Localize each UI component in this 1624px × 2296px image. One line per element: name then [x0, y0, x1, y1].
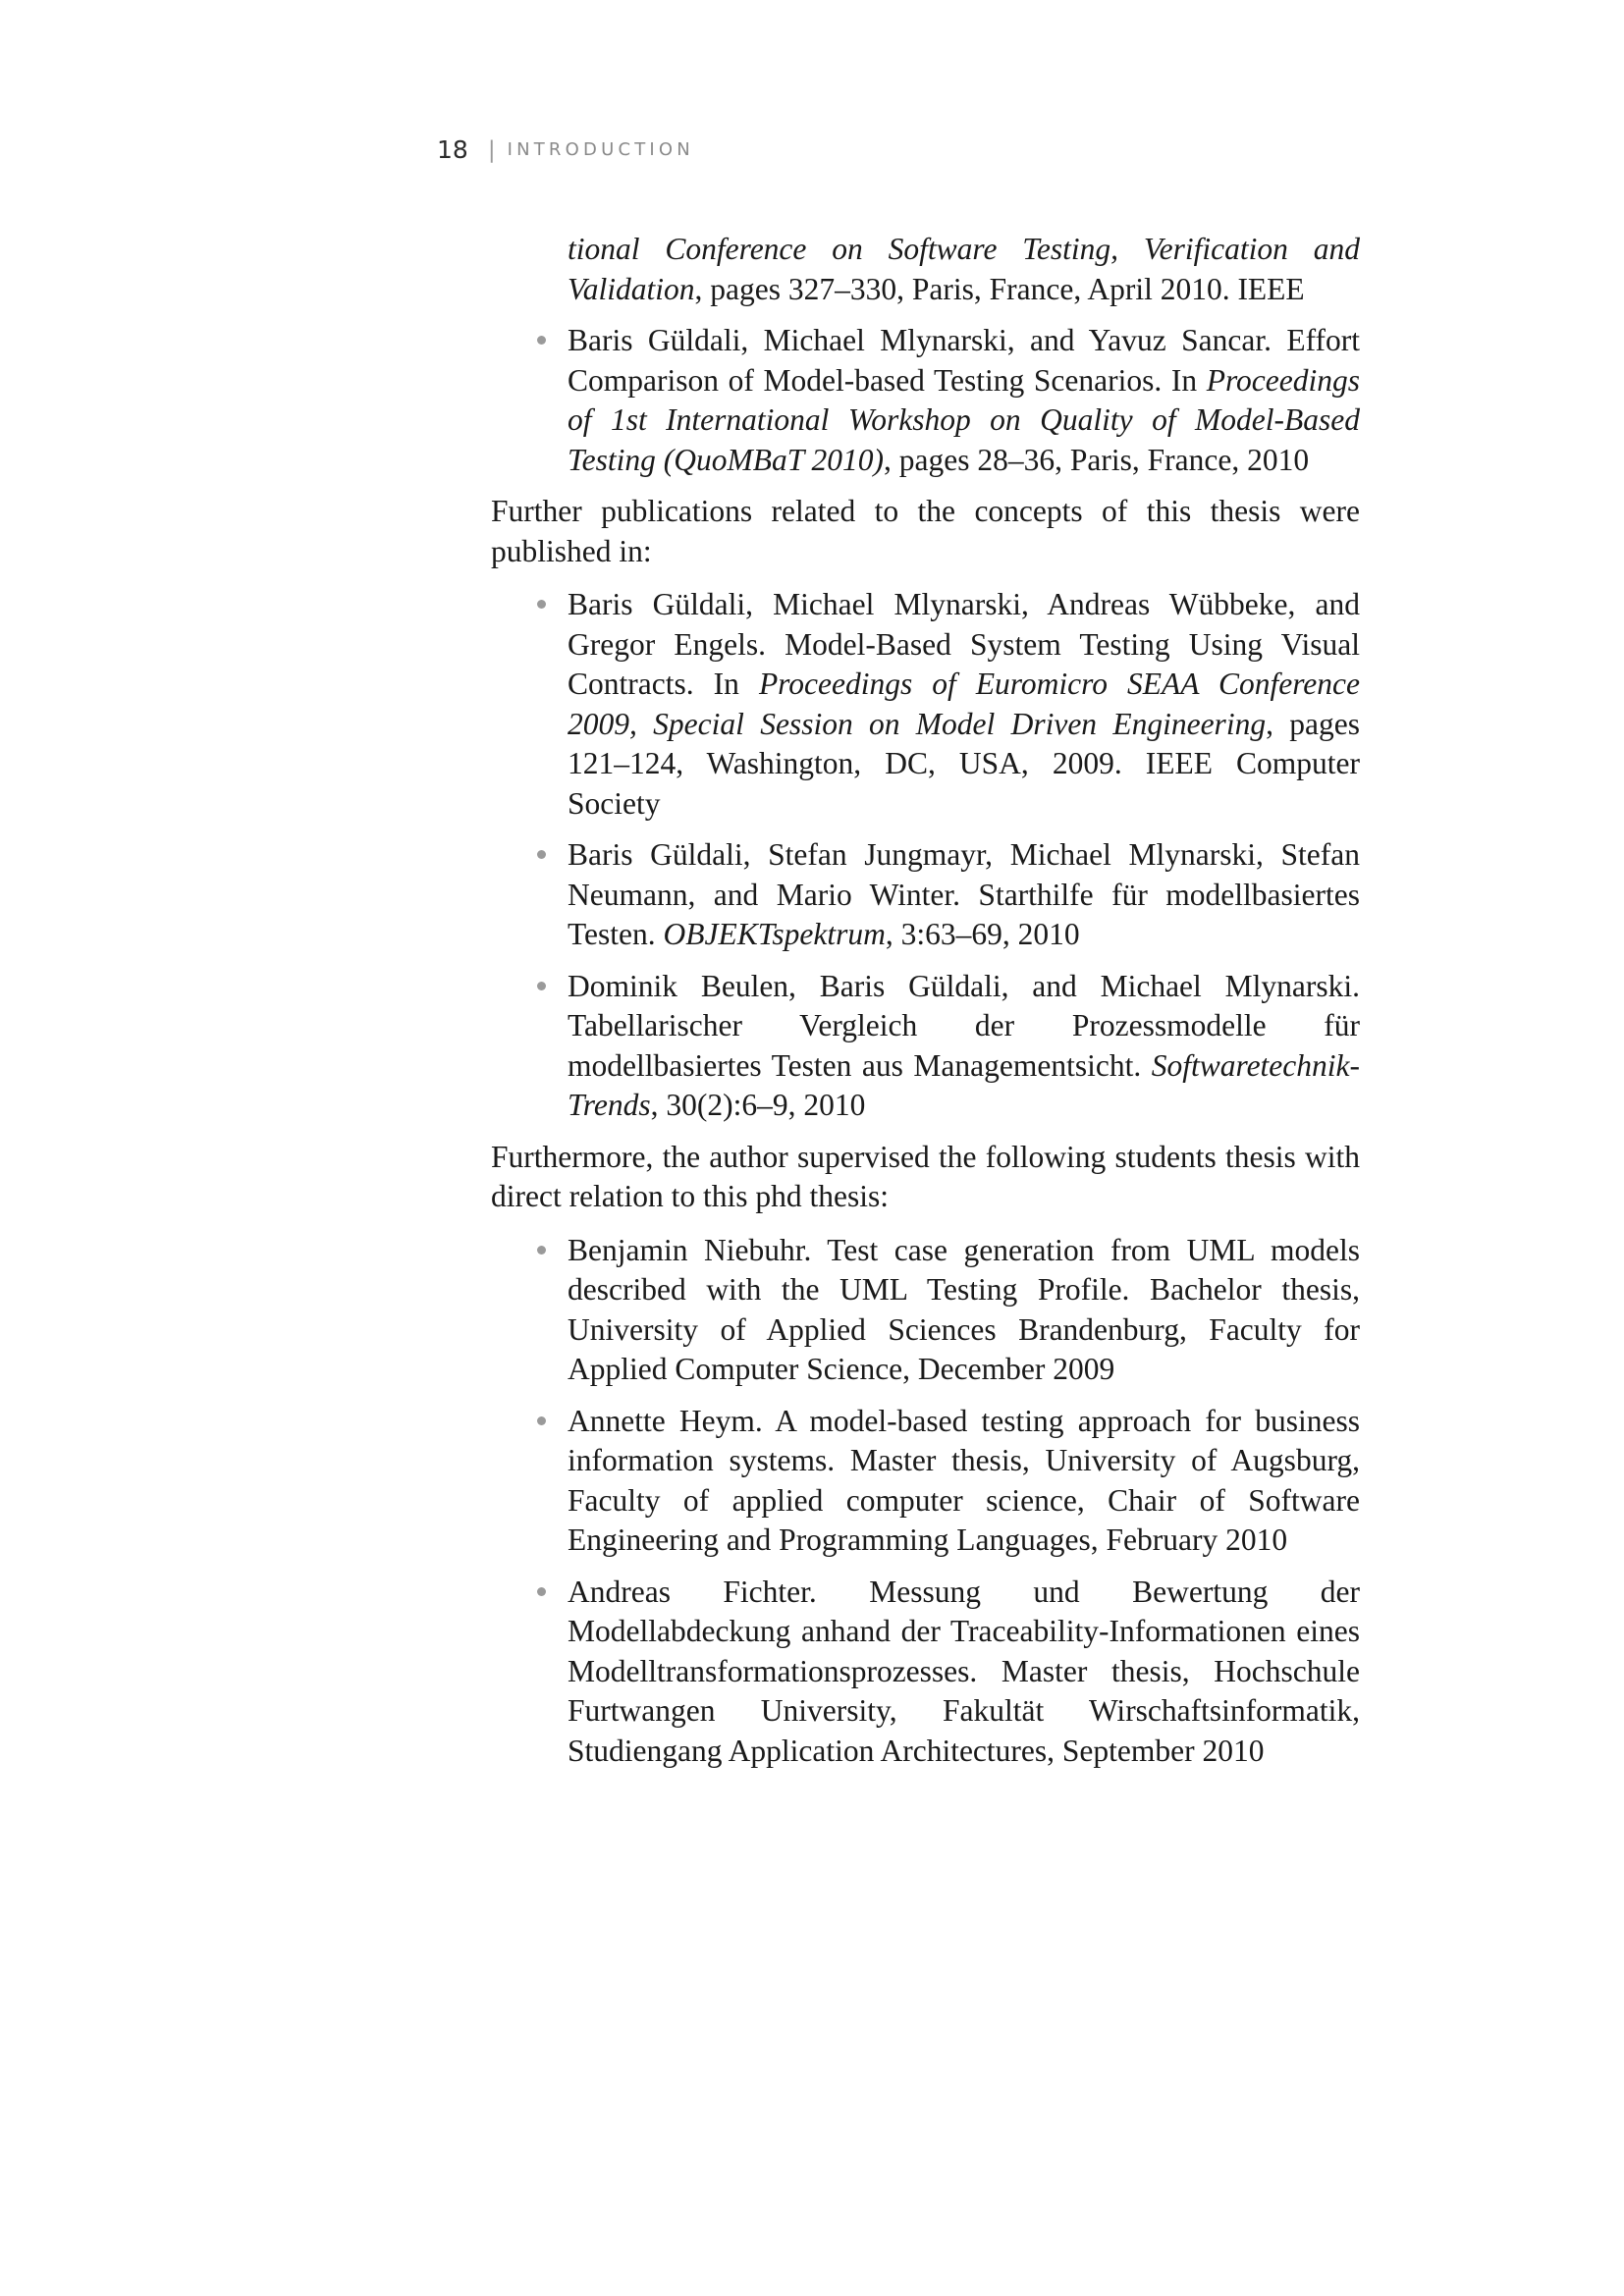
reference-authors-title: Baris Güldali, Michael Mlynarski, Andreas Wübbeke, and Gregor Engels. Model-Based System Testing Using Visual Contracts. In: [568, 587, 1360, 701]
list-item: [491, 1402, 1360, 1561]
reference-authors-title: Baris Güldali, Stefan Jungmayr, Michael Mlynarski, Stefan Neumann, and Mario Winter. Starthilfe für modellbasiertes Testen.: [568, 837, 1360, 951]
reference-venue: Proceedings of Euromicro SEAA Conference 2009, Special Session on Model Driven Engineering: [568, 667, 1360, 741]
bullet-icon: [537, 1416, 546, 1425]
reference-authors-title: Baris Güldali, Michael Mlynarski, and Yavuz Sancar. Effort Comparison of Model-based Testing Scenarios. In: [568, 323, 1360, 398]
paragraph-further-publications: Further publications related to the concepts of this thesis were published in:: [491, 494, 1360, 568]
continued-reference-details: , pages 327–330, Paris, France, April 2010. IEEE: [694, 271, 1305, 306]
reference-venue: OBJEKTspektrum: [663, 917, 886, 951]
list-item: [491, 835, 1360, 955]
reference-venue: Softwaretechnik-Trends: [568, 1047, 1360, 1122]
reference-venue: Proceedings of 1st International Workshop on Quality of Model-Based Testing (QuoMBaT 2010): [568, 362, 1360, 477]
supervised-theses-list: [491, 1231, 1360, 1772]
thesis-reference: Annette Heym. A model-based testing approach for business information systems. Master thesis, University of Augsburg, Faculty of applied computer science, Chair of Software Engineering and Programming Languages, February 2010: [568, 1403, 1360, 1557]
continued-reference-venue: tional Conference on Software Testing, Verification and Validation: [568, 232, 1360, 306]
list-item: [491, 1231, 1360, 1390]
reference-details: , 3:63–69, 2010: [885, 917, 1080, 951]
bullet-icon: [537, 600, 546, 609]
bullet-icon: [537, 1246, 546, 1255]
reference-details: , pages 28–36, Paris, France, 2010: [884, 442, 1310, 477]
publication-list-main: [491, 321, 1360, 480]
list-item: [491, 1573, 1360, 1772]
page-body: [491, 230, 1360, 1783]
list-item: [491, 967, 1360, 1126]
paragraph-supervised-theses: Furthermore, the author supervised the following students thesis with direct relation to this phd thesis:: [491, 1139, 1360, 1213]
thesis-reference: Andreas Fichter. Messung und Bewertung der Modellabdeckung anhand der Traceability-Informationen eines Modelltransformationsprozesses. Master thesis, Hochschule Furtwangen University, Fakultät Wirschaftsinformatik, Studiengang Application Architectures, September 2010: [568, 1574, 1360, 1768]
bullet-icon: [537, 982, 546, 990]
thesis-reference: Benjamin Niebuhr. Test case generation from UML models described with the UML Testing Profile. Bachelor thesis, University of Applied Sciences Brandenburg, Faculty for Applied Computer Science, December 2009: [568, 1232, 1360, 1386]
page-number: 18: [437, 135, 468, 164]
publication-list-further: [491, 585, 1360, 1126]
reference-authors-title: Dominik Beulen, Baris Güldali, and Michael Mlynarski. Tabellarischer Vergleich der Prozessmodelle für modellbasiertes Testen aus Managementsicht.: [568, 968, 1360, 1083]
reference-details: , 30(2):6–9, 2010: [650, 1088, 866, 1122]
continued-reference: [491, 230, 1360, 309]
bullet-icon: [537, 1587, 546, 1596]
bullet-icon: [537, 850, 546, 859]
list-item: [491, 585, 1360, 824]
bullet-icon: [537, 336, 546, 345]
running-title: INTRODUCTION: [507, 139, 694, 160]
list-item: [491, 321, 1360, 480]
reference-details: , pages 121–124, Washington, DC, USA, 2009. IEEE Computer Society: [568, 706, 1360, 821]
header-separator: |: [487, 136, 496, 163]
running-header: [437, 135, 694, 164]
